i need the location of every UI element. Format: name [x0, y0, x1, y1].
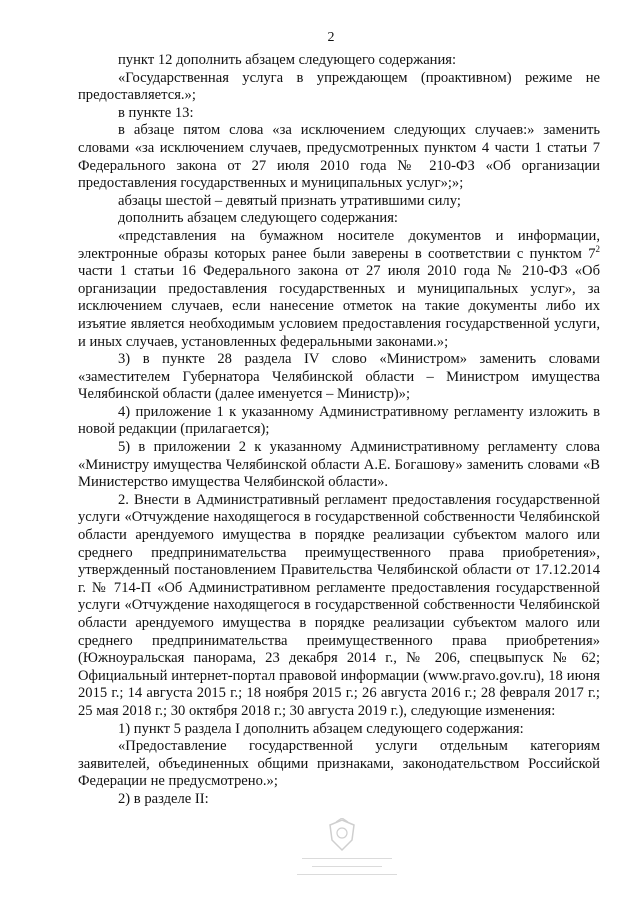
paragraph: «Предоставление государственной услуги отдельным категориям заявителей, объединенных общими признаками, законодательством Российской Федерации не предусмотрено.»; [78, 738, 600, 790]
paragraph: в пункте 13: [118, 104, 194, 121]
page-number: 2 [327, 30, 335, 45]
paragraph: 3) в пункте 28 раздела IV слово «Министром» заменить словами «заместителем Губернатора Челябинской области – Министром имущества Челябинской области (далее именуется – Министр)»; [78, 351, 600, 403]
paragraph: 5) в приложении 2 к указанному Административному регламенту слова «Министру имущества Челябинской области А.Е. Богашову» заменить словами «В Министерство имущества Челябинской области». [78, 439, 600, 491]
paragraph-with-superscript [78, 228, 600, 351]
paragraph: 1) пункт 5 раздела I дополнить абзацем следующего содержания: [118, 720, 524, 737]
paragraph: пункт 12 дополнить абзацем следующего содержания: [118, 52, 457, 68]
paragraph: 2. Внести в Административный регламент предоставления государственной услуги «Отчуждение находящегося в государственной собственности Челябинской области арендуемого имущества в порядке реализации субъектом малого или среднего предпринимательства преимущественного права приобретения», утвержденный постановлением Правительства Челябинской области от 17.12.2014 г. № 714-П «Об Административном регламенте предоставления государственной услуги «Отчуждение находящегося в государственной собственности Челябинской области арендуемого имущества в порядке реализации субъектом малого или среднего предпринимательства преимущественного права приобретения» (Южноуральская панорама, 23 декабря 2014 г., № 206, спецвыпуск № 62; Официальный интернет-портал правовой информации (www.pravo.gov.ru), 18 июня 2015 г.; 14 августа 2015 г.; 18 ноября 2015 г.; 26 августа 2016 г.; 28 февраля 2017 г.; 25 мая 2018 г.; 30 октября 2018 г.; 30 августа 2019 г.), следующие изменения: [78, 491, 600, 719]
stamp-line [312, 866, 382, 867]
coat-of-arms-icon [326, 818, 358, 852]
text-segment: «представления на бумажном носителе документов и информации, электронные образы которых ранее были заверены в соответствии с пунктом 7 [78, 227, 600, 262]
stamp-line [302, 858, 392, 859]
paragraph: 4) приложение 1 к указанному Административному регламенту изложить в новой редакции (прилагается); [78, 403, 600, 438]
stamp-line [297, 874, 397, 875]
text-segment: части 1 статьи 16 Федерального закона от 27 июля 2010 года № 210-ФЗ «Об организации предоставления государственных и муниципальных услуг», за исключением случаев, если нанесение отметок на такие документы либо их изъятие является необходимым условием предоставления государственной услуги, и иных случаев, установленных федеральными законами.»; [78, 263, 600, 350]
paragraph: 2) в разделе II: [118, 790, 209, 807]
paragraph: в абзаце пятом слова «за исключением следующих случаев:» заменить словами «за исключением случаев, предусмотренных пунктом 4 части 1 статьи 7 Федерального закона от 27 июля 2010 года № 210-ФЗ «Об организации предоставления государственных и муниципальных услуг»;»; [78, 122, 600, 192]
paragraph: дополнить абзацем следующего содержания: [118, 210, 398, 227]
superscript: 2 [595, 243, 600, 254]
watermark-stamp [292, 818, 402, 888]
paragraph: «Государственная услуга в упреждающем (проактивном) режиме не предоставляется.»; [78, 69, 600, 104]
paragraph: абзацы шестой – девятый признать утратившими силу; [118, 192, 461, 209]
